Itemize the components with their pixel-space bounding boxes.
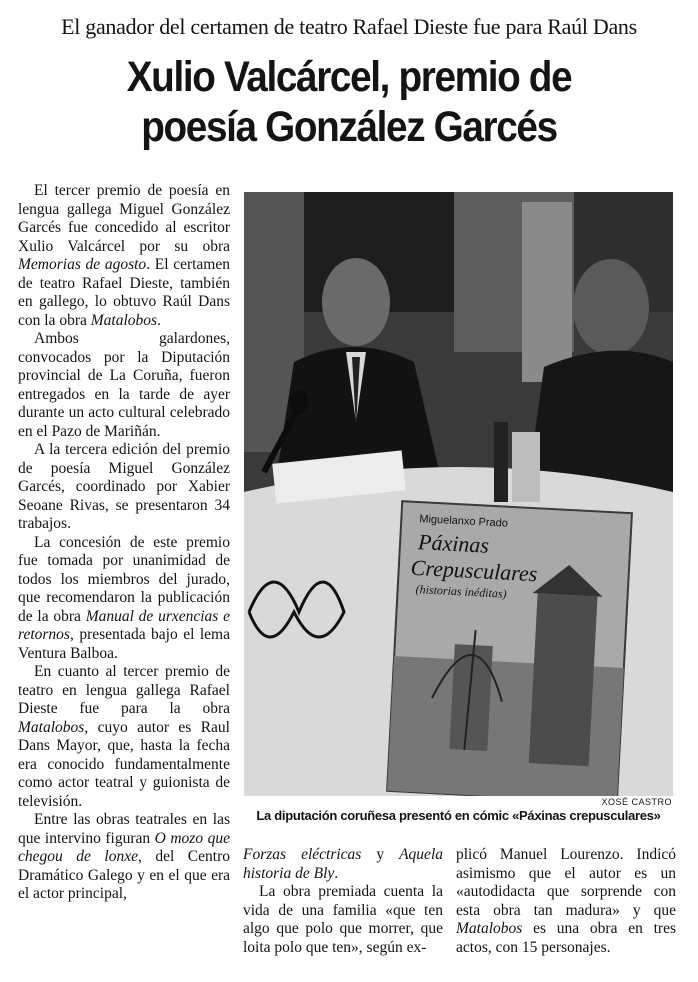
paragraph: plicó Manuel Lourenzo. Indicó asimismo que el autor es un «autodidacta que sorprende con esta obra tan madura» y que Matalobos es una obra en tres actos, con 15 personajes.	[456, 846, 676, 956]
book-title: Manual de urxencias e retornos	[18, 607, 230, 643]
photo-caption: La diputación coruñesa presentó en cómic «Páxinas crepusculares»	[256, 808, 661, 823]
book-author: Miguelanxo Prado	[419, 513, 509, 530]
article-column-3	[456, 846, 676, 957]
headline-line-2: poesía González Garcés	[141, 103, 557, 151]
headline-line-1: Xulio Valcárcel, premio de	[126, 53, 572, 101]
book-title: Crepusculares	[410, 554, 539, 587]
paragraph: Ambos galardones, convocados por la Diputación provincial de La Coruña, fueron entregados en la tarde de ayer durante un acto cultural celebrado en el Pazo de Mariñán.	[18, 330, 230, 440]
paragraph: Entre las obras teatrales en las que intervino figuran O mozo que chegou de lonxe, del Centro Dramático Galego y en el que era el actor principal,	[18, 811, 230, 902]
book-title: Páxinas	[417, 529, 490, 558]
paragraph: La concesión de este premio fue tomada por unanimidad de todos los miembros del jurado, que recomendaron la publicación de la obra Manual de urxencias e retornos, presentada bajo el lema Ventura Balboa.	[18, 533, 230, 662]
headline	[35, 52, 663, 152]
paragraph: La obra premiada cuenta la vida de una familia «que ten algo que polo que morrer, que loita polo que ten», según ex-	[243, 883, 443, 956]
book-title: Memorias de agosto	[18, 256, 147, 273]
photo-credit: XOSÉ CASTRO	[601, 797, 672, 807]
article-column-2	[243, 846, 443, 957]
paragraph: Forzas eléctricas y Aquela historia de Bly.	[243, 846, 443, 882]
paragraph: En cuanto al tercer premio de teatro en lengua gallega Rafael Dieste fue para la obra Matalobos, cuyo autor es Raul Dans Mayor, que, hasta la fecha era conocido fundamentalmente como actor teatral y guionista de televisión.	[18, 663, 230, 810]
play-title: Matalobos	[456, 920, 523, 937]
news-photo	[244, 192, 673, 796]
kicker: El ganador del certamen de teatro Rafael Dieste fue para Raúl Dans	[61, 14, 637, 39]
play-title: Matalobos	[18, 718, 85, 736]
play-title: Matalobos	[90, 311, 158, 329]
play-title: O mozo que chegou de lonxe	[18, 829, 230, 865]
photo-illustration	[244, 192, 673, 796]
paragraph: El tercer premio de poesía en lengua gallega Miguel González Garcés fue concedido al escritor Xulio Valcárcel por su obra Memorias de agosto. El certamen de teatro Rafael Dieste, también en gallego, lo obtuvo Raúl Dans con la obra Matalobos.	[18, 182, 230, 329]
book-subtitle: (historias inéditas)	[415, 582, 507, 601]
paragraph: A la tercera edición del premio de poesía Miguel González Garcés, coordinado por Xabier Seoane Rivas, se presentaron 34 trabajos.	[18, 441, 230, 532]
play-title: Forzas eléctricas	[243, 846, 362, 863]
play-title: Aquela historia de Bly	[243, 846, 443, 882]
article-column-1	[18, 182, 230, 904]
book-cover	[387, 501, 632, 796]
